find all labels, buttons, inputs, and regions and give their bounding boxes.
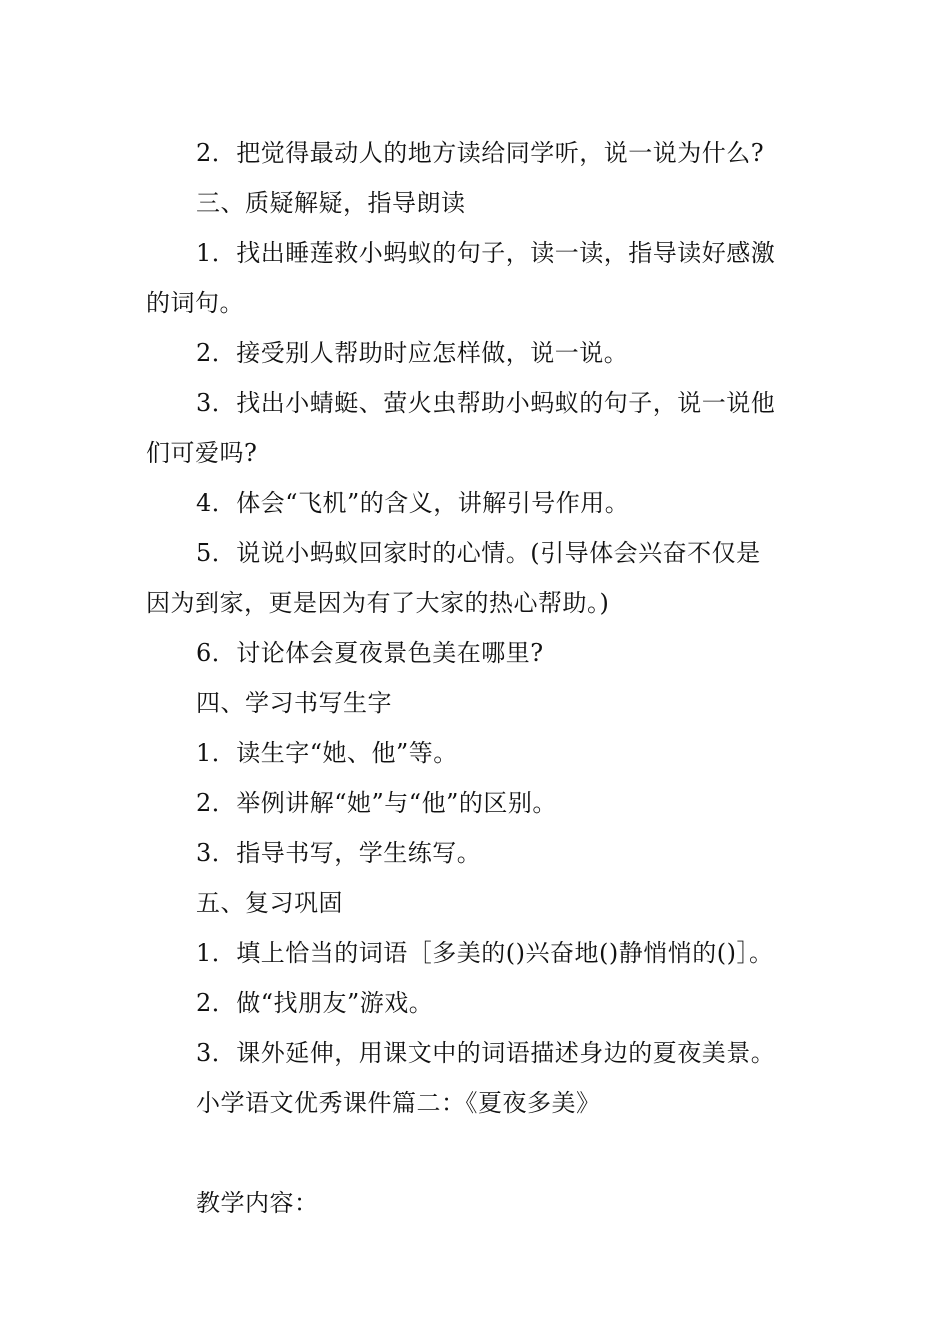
paragraph: 4．体会“飞机”的含义，讲解引号作用。 [196, 489, 630, 517]
paragraph: 3．指导书写，学生练写。 [196, 839, 482, 867]
paragraph: 1．填上恰当的词语［多美的()兴奋地()静悄悄的()］。 [196, 939, 774, 967]
paragraph: 3．找出小蜻蜓、萤火虫帮助小蚂蚁的句子，说一说他 [196, 389, 776, 417]
paragraph-continuation: 的词句。 [146, 289, 244, 317]
document-body [146, 128, 816, 1228]
paragraph: 2．把觉得最动人的地方读给同学听，说一说为什么? [196, 139, 765, 167]
paragraph: 6．讨论体会夏夜景色美在哪里? [196, 639, 544, 667]
paragraph: 2．举例讲解“她”与“他”的区别。 [196, 789, 557, 817]
article-heading: 小学语文优秀课件篇二：《夏夜多美》 [196, 1089, 601, 1117]
paragraph: 5．说说小蚂蚁回家时的心情。(引导体会兴奋不仅是 [196, 539, 761, 567]
paragraph: 2．做“找朋友”游戏。 [196, 989, 434, 1017]
paragraph: 3．课外延伸，用课文中的词语描述身边的夏夜美景。 [196, 1039, 776, 1067]
section-heading: 教学内容： [196, 1189, 319, 1217]
section-heading: 五、复习巩固 [196, 889, 343, 917]
paragraph: 2．接受别人帮助时应怎样做，说一说。 [196, 339, 629, 367]
paragraph-continuation: 们可爱吗? [146, 439, 258, 467]
paragraph: 1．读生字“她、他”等。 [196, 739, 458, 767]
section-heading: 四、学习书写生字 [196, 689, 392, 717]
section-heading: 三、质疑解疑，指导朗读 [196, 189, 466, 217]
paragraph: 1．找出睡莲救小蚂蚁的句子，读一读，指导读好感激 [196, 239, 776, 267]
blank-line [146, 1128, 816, 1178]
paragraph-continuation: 因为到家，更是因为有了大家的热心帮助。) [146, 589, 610, 617]
